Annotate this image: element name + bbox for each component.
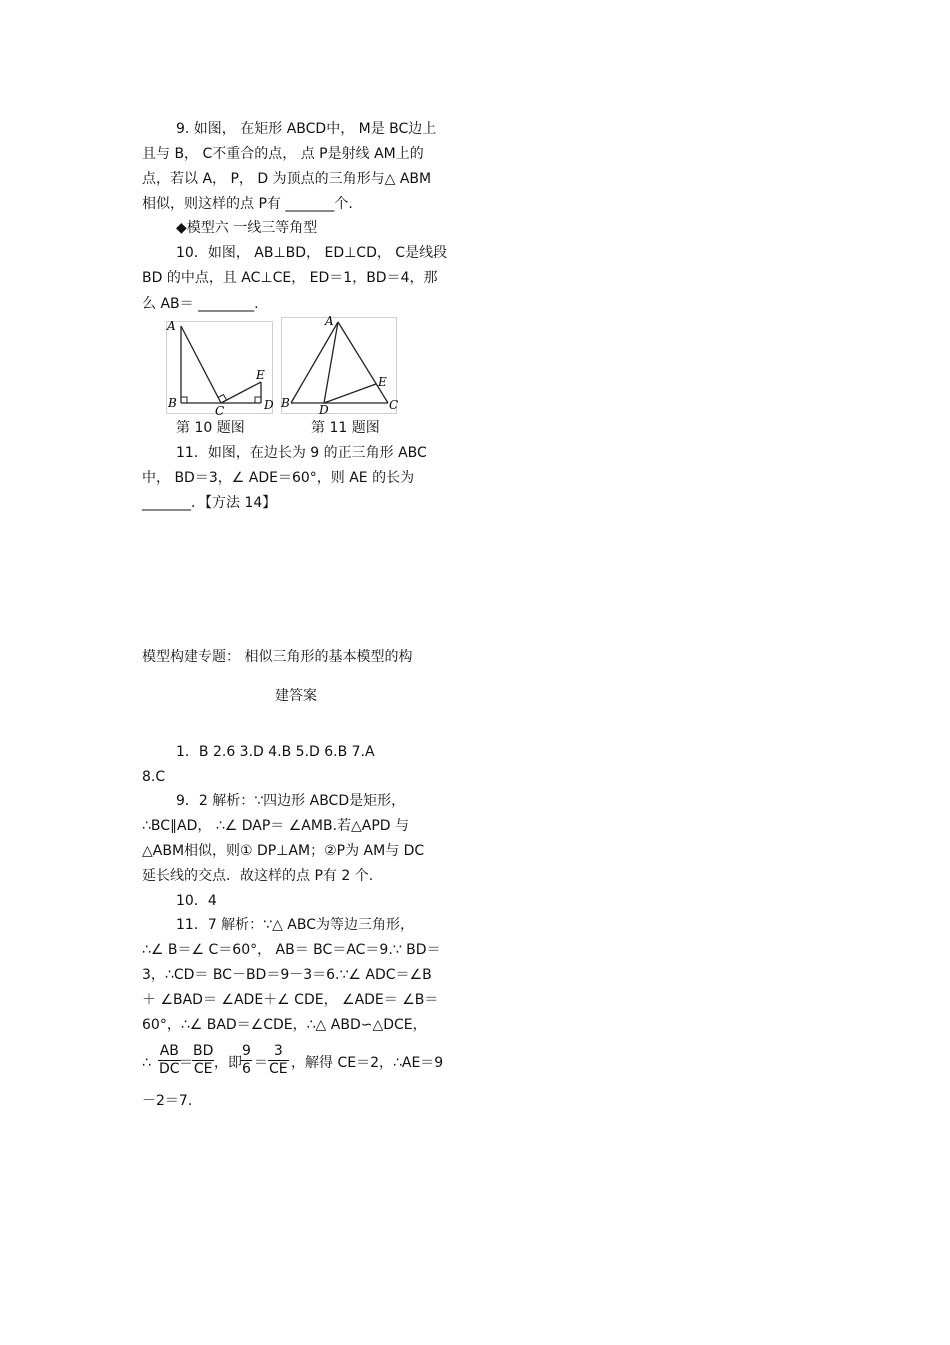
answer-11-line-4: ＋ ∠BAD＝ ∠ADE＋∠ CDE， ∠ADE＝ ∠B＝	[142, 992, 439, 1008]
fig11-label-c: C	[389, 398, 399, 412]
problem-11-line-1: 11．如图，在边长为 9 的正三角形 ABC	[176, 445, 427, 461]
answers-title-line-1: 模型构建专题： 相似三角形的基本模型的构	[142, 649, 413, 665]
answer-11-line-1: 11．7 解析：∵△ ABC为等边三角形，	[176, 917, 415, 933]
model-6-heading: ◆模型六 一线三等角型	[176, 220, 318, 236]
fig10-label-e: E	[256, 368, 265, 382]
fraction-numerator: 3	[268, 1043, 289, 1061]
answer-8: 8.C	[142, 769, 166, 785]
answer-11-last-line: －2＝7.	[142, 1093, 193, 1109]
fig10-label-b: B	[168, 396, 177, 410]
fig10-label-c: C	[215, 404, 225, 418]
figure-11-caption: 第 11 题图	[311, 420, 380, 436]
figure-10-caption: 第 10 题图	[176, 420, 245, 436]
equals-sign: ＝	[179, 1055, 193, 1071]
problem-10-line-2: BD 的中点，且 AC⊥CE， ED＝1，BD＝4，那	[142, 270, 438, 286]
answer-9-line-4: 延长线的交点．故这样的点 P有 2 个.	[142, 868, 374, 884]
equals-sign: ＝	[254, 1055, 268, 1071]
fig11-label-b: B	[281, 396, 290, 410]
answer-11-solve-text: ，解得 CE＝2，∴AE＝9	[291, 1055, 444, 1071]
answer-9-line-1: 9．2 解析：∵四边形 ABCD是矩形，	[176, 793, 406, 809]
namely-text: ，即	[214, 1055, 242, 1071]
fraction-numerator: AB	[159, 1043, 179, 1059]
fig10-label-d: D	[264, 398, 274, 412]
problem-11-line-2: 中， BD＝3，∠ ADE＝60°，则 AE 的长为	[142, 470, 415, 486]
answer-11-line-5: 60°，∴∠ BAD＝∠CDE，∴△ ABD∽△DCE，	[142, 1017, 427, 1033]
figure-10	[165, 318, 277, 418]
fig11-label-e: E	[378, 375, 387, 389]
fraction-3-ce	[268, 1043, 289, 1078]
problem-10-line-1: 10．如图， AB⊥BD， ED⊥CD， C是线段	[176, 245, 448, 261]
answers-1-7: 1．B 2.6 3.D 4.B 5.D 6.B 7.A	[176, 744, 375, 760]
problem-9-line-1: 9. 如图， 在矩形 ABCD中， M是 BC边上	[176, 121, 437, 137]
fraction-9-6	[241, 1043, 252, 1078]
answer-11-line-3: 3，∴CD＝ BC－BD＝9－3＝6.∵∠ ADC＝∠B	[142, 967, 432, 983]
fig11-label-a: A	[325, 314, 334, 328]
fraction-bd-ce	[192, 1043, 214, 1078]
answer-9-line-2: ∴BC∥AD， ∴∠ DAP＝ ∠AMB.若△APD 与	[142, 818, 410, 834]
problem-11-line-3: _______．【方法 14】	[142, 495, 277, 511]
answers-title-line-2: 建答案	[275, 688, 317, 704]
answer-11-line-2: ∴∠ B＝∠ C＝60°， AB＝ BC＝AC＝9.∵ BD＝	[142, 942, 441, 958]
answer-10: 10．4	[176, 893, 217, 909]
fraction-numerator: 9	[242, 1043, 251, 1059]
problem-9-line-3: 点，若以 A， P， D 为顶点的三角形与△ ABM	[142, 171, 432, 187]
fig11-label-d: D	[319, 403, 329, 417]
answer-9-line-3: △ABM相似，则① DP⊥AM；②P为 AM与 DC	[142, 843, 425, 859]
problem-10-line-3: 么 AB＝ ________.	[142, 296, 259, 312]
fraction-denominator: CE	[193, 1061, 213, 1077]
fraction-numerator: BD	[193, 1043, 214, 1059]
problem-9-line-4: 相似，则这样的点 P有 _______个.	[142, 196, 353, 212]
problem-9-line-2: 且与 B， C不重合的点， 点 P是射线 AM上的	[142, 146, 424, 162]
fraction-ab-dc	[158, 1043, 181, 1078]
fraction-denominator: DC	[159, 1061, 180, 1077]
fraction-denominator: 6	[242, 1061, 251, 1077]
figure-11	[279, 313, 401, 418]
fraction-denominator: CE	[269, 1061, 288, 1077]
therefore-symbol: ∴	[142, 1055, 151, 1071]
fig10-label-a: A	[167, 319, 176, 333]
